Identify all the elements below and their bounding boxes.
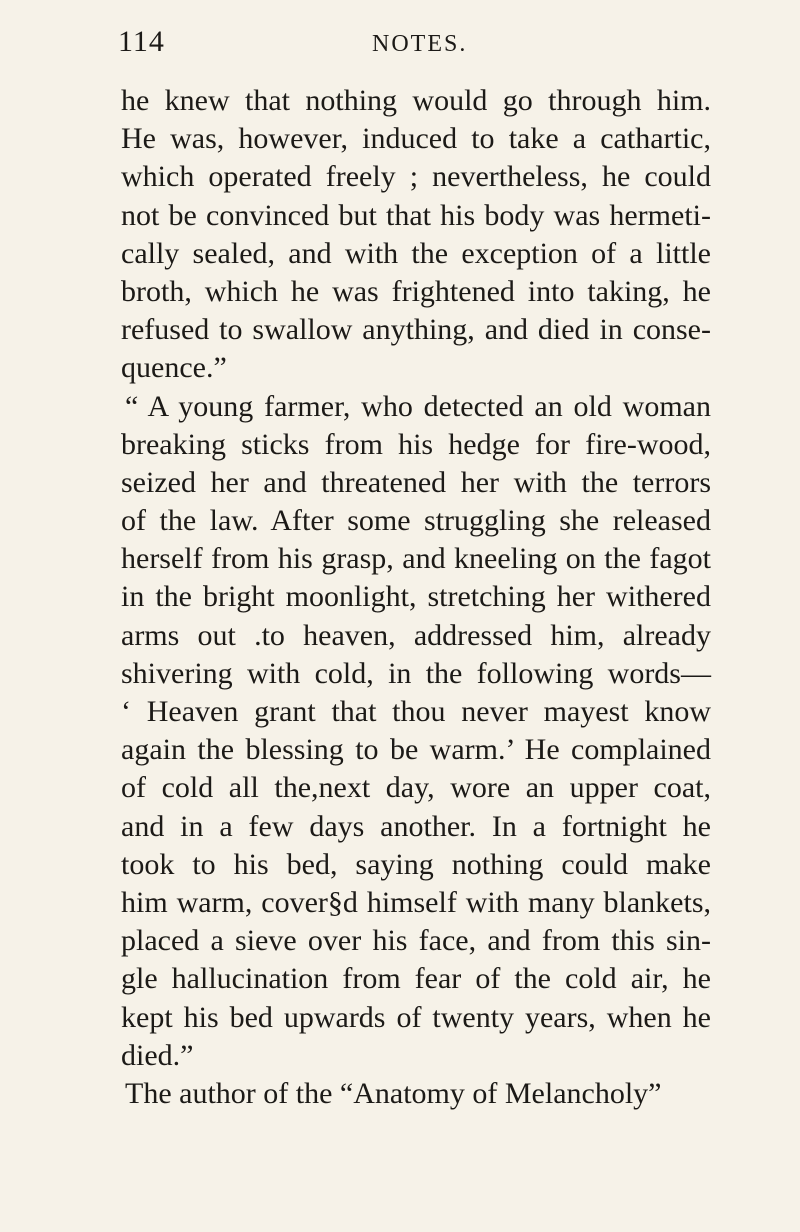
text-line: in the bright moonlight, stretching her withered bbox=[121, 580, 711, 614]
text-line: which operated freely ; nevertheless, he could bbox=[121, 160, 711, 194]
text-line: of cold all the,next day, wore an upper coat, bbox=[121, 771, 711, 805]
text-line: He was, however, induced to take a cathartic, bbox=[121, 122, 711, 156]
text-line: placed a sieve over his face, and from this sin- bbox=[121, 924, 711, 958]
text-line: not be convinced but that his body was hermeti- bbox=[121, 198, 711, 232]
text-line: of the law. After some struggling she released bbox=[121, 504, 711, 538]
text-line: “ A young farmer, who detected an old woman bbox=[125, 389, 711, 423]
text-line: him warm, cover§d himself with many blankets, bbox=[121, 885, 711, 919]
text-line: breaking sticks from his hedge for fire-wood, bbox=[121, 427, 711, 461]
text-line: and in a few days another. In a fortnight he bbox=[121, 809, 711, 843]
text-line: refused to swallow anything, and died in conse- bbox=[121, 313, 711, 347]
page-number: 114 bbox=[118, 25, 165, 58]
text-line: again the blessing to be warm.’ He complained bbox=[121, 733, 711, 767]
text-line: kept his bed upwards of twenty years, when he bbox=[121, 1000, 711, 1034]
text-line: herself from his grasp, and kneeling on the fagot bbox=[121, 542, 711, 576]
text-line: arms out .to heaven, addressed him, already bbox=[121, 618, 711, 652]
page-header bbox=[118, 22, 718, 62]
body-text bbox=[121, 82, 711, 1113]
text-line: seized her and threatened her with the terrors bbox=[121, 465, 711, 499]
text-line: shivering with cold, in the following words— bbox=[121, 656, 711, 690]
text-line: he knew that nothing would go through him. bbox=[121, 84, 711, 117]
text-line: ‘ Heaven grant that thou never mayest know bbox=[121, 695, 711, 728]
text-line: died.” bbox=[121, 1038, 194, 1072]
text-line: gle hallucination from fear of the cold air, he bbox=[121, 962, 711, 996]
text-line: quence.” bbox=[121, 351, 227, 385]
text-line: broth, which he was frightened into taking, he bbox=[121, 274, 711, 308]
text-line: took to his bed, saying nothing could make bbox=[121, 847, 711, 881]
text-line: cally sealed, and with the exception of a little bbox=[121, 236, 711, 270]
running-head: NOTES. bbox=[372, 31, 468, 57]
text-line: The author of the “Anatomy of Melancholy” bbox=[125, 1076, 662, 1110]
